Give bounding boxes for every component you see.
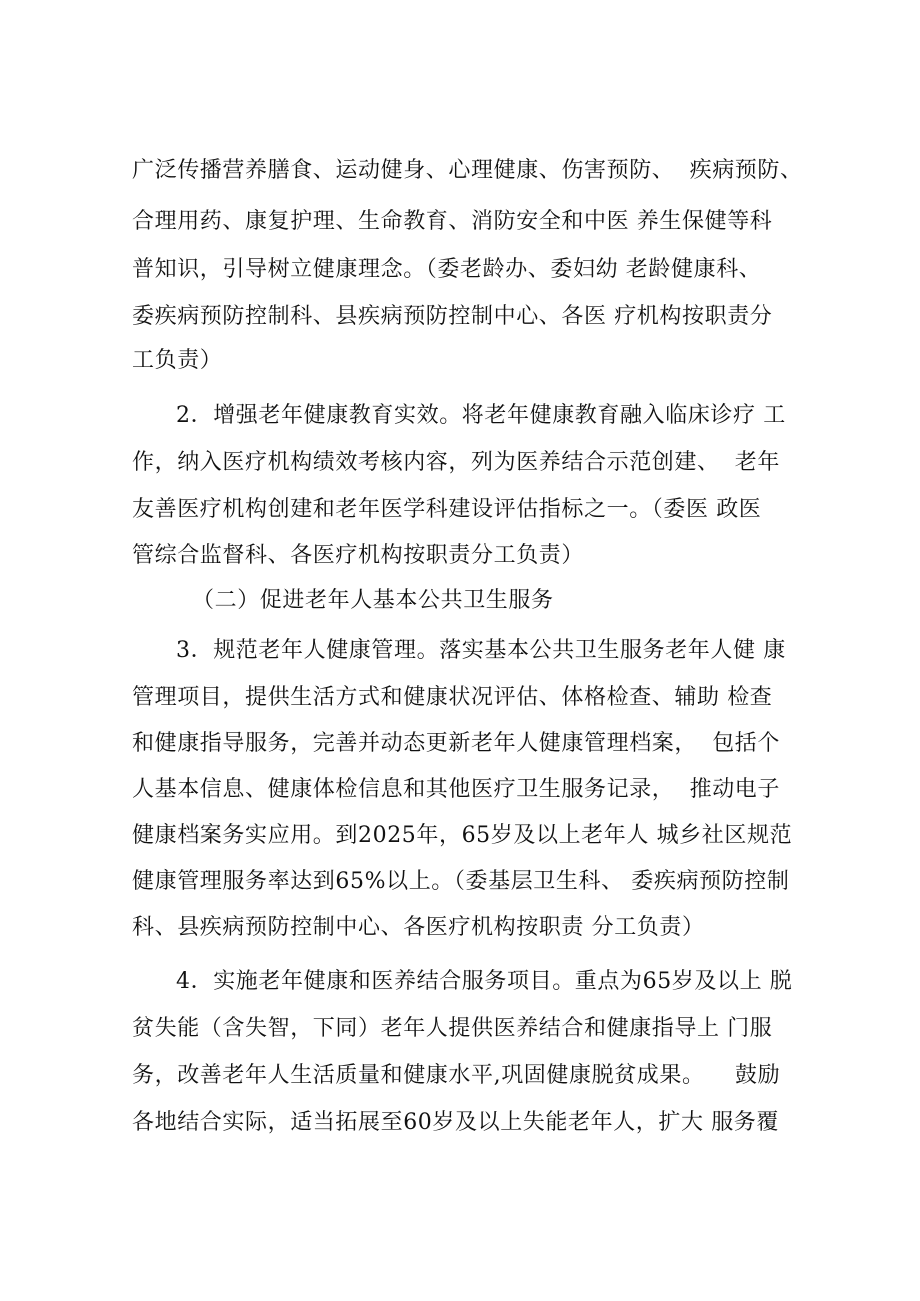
text-line: 人基本信息、健康体检信息和其他医疗卫生服务记录， 推动电子: [132, 777, 780, 802]
text-line: 广泛传播营养膳食、运动健身、心理健康、伤害预防、 疾病预防、: [132, 158, 803, 183]
text-line: 作，纳入医疗机构绩效考核内容，列为医养结合示范创建、 老年: [132, 450, 780, 475]
text-line: 普知识，引导树立健康理念。（委老龄办、委妇幼 老龄健康科、: [132, 257, 762, 282]
text-line: 友善医疗机构创建和老年医学科建设评估指标之一。（委医 政医: [132, 497, 762, 522]
text-line: 3．规范老年人健康管理。落实基本公共卫生服务老年人健 康: [176, 638, 786, 663]
section-heading: （二）促进老年人基本公共卫生服务: [192, 588, 554, 613]
text-line: 管综合监督科、各医疗机构按职责分工负责）: [132, 543, 585, 568]
text-line: 健康档案务实应用。到2025年，65岁及以上老年人 城乡社区规范: [132, 823, 793, 848]
text-line: 工负责）: [132, 348, 223, 373]
text-line: 科、县疾病预防控制中心、各医疗机构按职责 分工负责）: [132, 915, 705, 940]
text-line: 2．增强老年健康教育实效。将老年健康教育融入临床诊疗 工: [176, 403, 786, 428]
text-line: 和健康指导服务，完善并动态更新老年人健康管理档案， 包括个: [132, 731, 780, 756]
text-line: 4．实施老年健康和医养结合服务项目。重点为65岁及以上 脱: [176, 969, 793, 994]
text-line: 委疾病预防控制科、县疾病预防控制中心、各医 疗机构按职责分: [132, 304, 773, 329]
text-line: 管理项目，提供生活方式和健康状况评估、体格检查、辅助 检查: [132, 685, 773, 710]
text-line: 合理用药、康复护理、生命教育、消防安全和中医 养生保健等科: [132, 209, 773, 234]
text-line: 贫失能（含失智，下同）老年人提供医养结合和健康指导上 门服: [132, 1016, 773, 1041]
text-line: 各地结合实际，适当拓展至60岁及以上失能老年人，扩大 服务覆: [132, 1110, 779, 1135]
text-line: 健康管理服务率达到65%以上。（委基层卫生科、 委疾病预防控制: [132, 869, 790, 894]
text-line: 务，改善老年人生活质量和健康水平,巩固健康脱贫成果。 鼓励: [132, 1063, 781, 1088]
